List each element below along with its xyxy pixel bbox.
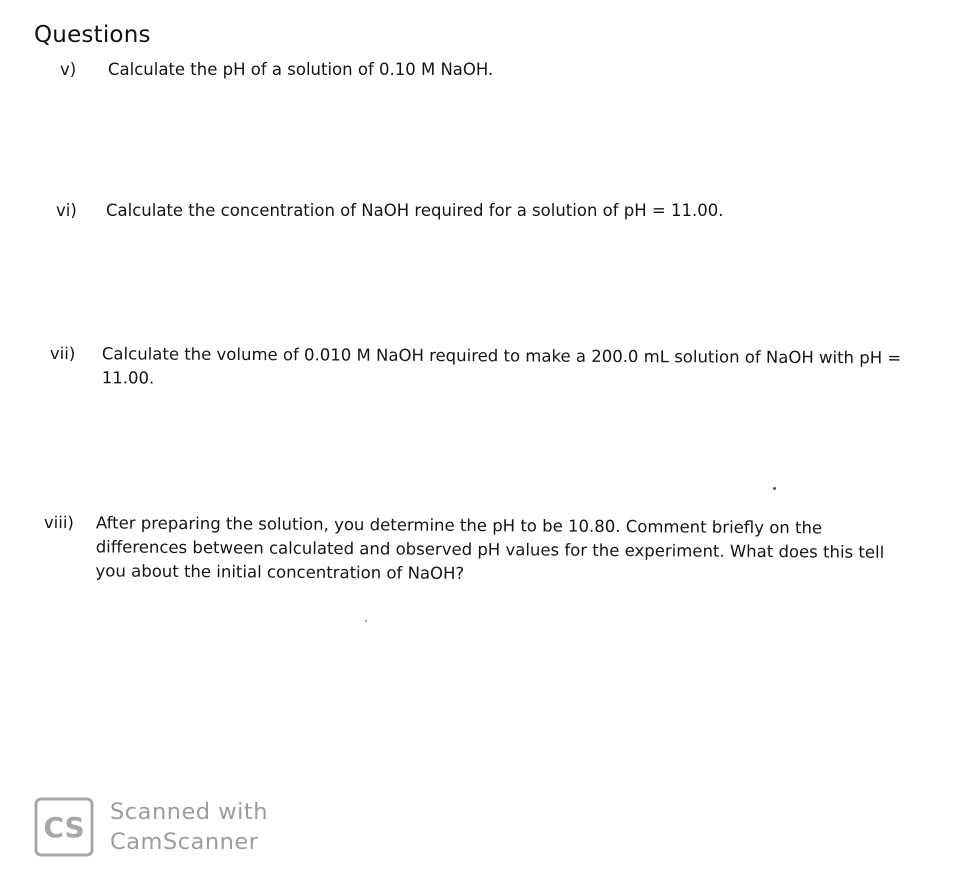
question-text: Calculate the pH of a solution of 0.10 M NaOH.: [108, 60, 494, 79]
scan-speck: [365, 620, 367, 622]
page-title: Questions: [34, 22, 151, 48]
question-text: Calculate the volume of 0.010 M NaOH required to make a 200.0 mL solution of NaOH with pH = 11.00.: [101, 344, 902, 388]
question-number: v): [60, 60, 77, 79]
question-text: Calculate the concentration of NaOH required for a solution of pH = 11.00.: [106, 201, 724, 220]
question-text: After preparing the solution, you determine the pH to be 10.80. Comment briefly on the differences between calculated and observed pH values for the experiment. What does this tell you about the initial concentration of NaOH?: [95, 513, 885, 583]
scan-speck: [773, 487, 776, 490]
question-number: viii): [43, 512, 74, 533]
watermark-line-1: Scanned with: [110, 799, 268, 825]
watermark-text: [110, 797, 268, 857]
question-number: vii): [49, 343, 76, 364]
logo-text: CS: [43, 811, 85, 844]
question-number: vi): [56, 201, 77, 220]
camscanner-logo-icon: [34, 797, 94, 857]
watermark-line-2: CamScanner: [110, 829, 259, 855]
camscanner-watermark: [34, 797, 294, 861]
